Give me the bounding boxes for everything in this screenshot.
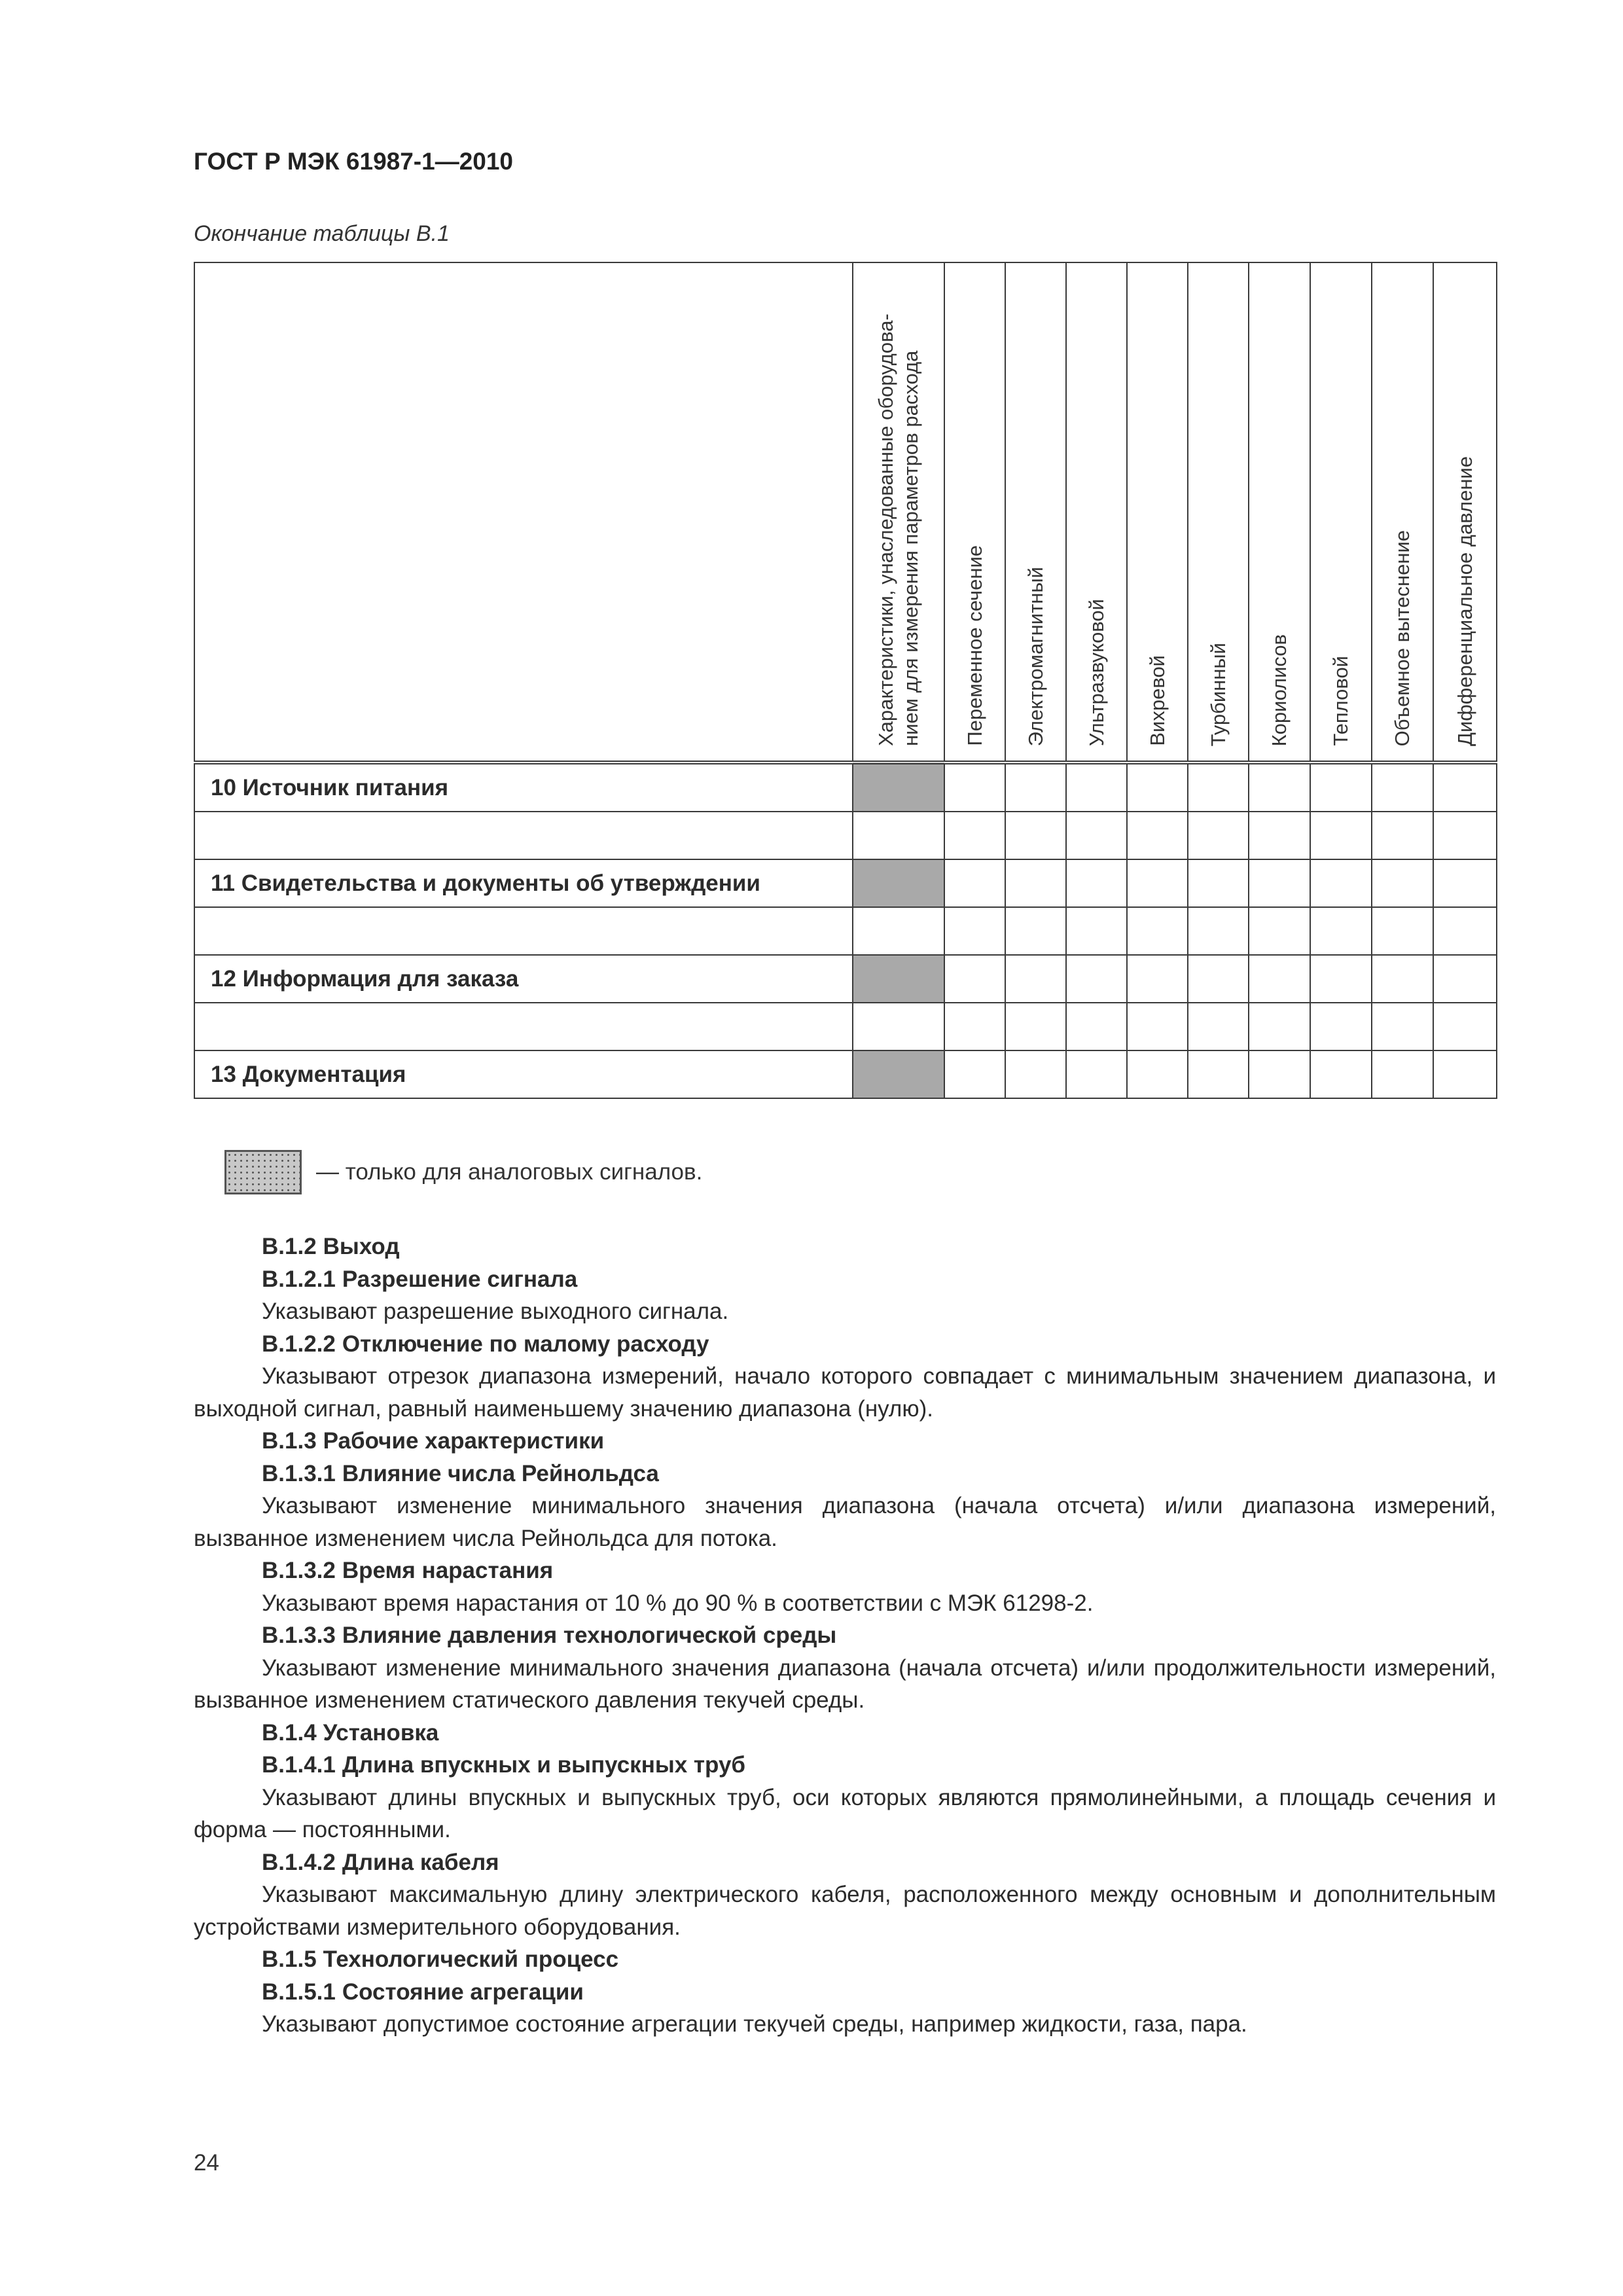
table-cell: [1433, 1050, 1497, 1098]
document-code: ГОСТ Р МЭК 61987-1—2010: [194, 148, 514, 175]
section-title: Состояние агрегации: [342, 1979, 584, 2005]
table-cell: [1188, 812, 1249, 859]
section-title: Влияние числа Рейнольдса: [342, 1460, 659, 1486]
section-title: Рабочие характеристики: [323, 1428, 605, 1454]
column-header-inherited: [853, 262, 944, 762]
section-heading: [194, 1554, 1496, 1587]
table-cell: [1433, 955, 1497, 1003]
section-number: В.1.5: [262, 1946, 317, 1972]
table-row: [194, 1003, 1497, 1050]
section-heading: [194, 1749, 1496, 1782]
section-number: В.1.3.1: [262, 1460, 336, 1486]
section-title: Влияние давления технологической среды: [342, 1623, 837, 1648]
column-header-label: Электромагнитный: [1024, 566, 1047, 746]
paragraph: Указывают длины впускных и выпускных труб, оси которых являются прямолинейными, а площадь сечения и форма — постоянными.: [194, 1784, 1496, 1842]
table-cell: [1249, 859, 1310, 907]
section-heading: [194, 1230, 1496, 1263]
section-title: Длина кабеля: [342, 1849, 499, 1875]
column-header-differential-pressure: [1433, 262, 1497, 762]
table-cell: [1066, 955, 1127, 1003]
header-blank-cell: [194, 262, 853, 762]
shaded-cell: [853, 859, 944, 907]
table-cell: [1066, 812, 1127, 859]
table-cell: [1372, 762, 1433, 812]
column-header-variable-area: [944, 262, 1005, 762]
section-number: В.1.4: [262, 1719, 317, 1746]
table-cell: [1005, 859, 1066, 907]
table-cell: [1005, 762, 1066, 812]
section-number: В.1.2.2: [262, 1331, 336, 1357]
shaded-cell: [853, 1050, 944, 1098]
column-header-label: Объемное вытеснение: [1391, 529, 1414, 746]
table-cell: [1005, 1050, 1066, 1098]
body-text: [194, 1230, 1496, 2041]
paragraph: Указывают время нарастания от 10 % до 90 % в соответствии с МЭК 61298-2.: [262, 1590, 1094, 1616]
column-header-label: Вихревой: [1145, 655, 1169, 746]
column-header-turbine: [1188, 262, 1249, 762]
page-number: 24: [194, 2150, 219, 2176]
table-cell: [1005, 955, 1066, 1003]
table-cell: [944, 812, 1005, 859]
table-cell: [1249, 812, 1310, 859]
table-cell: [1127, 859, 1188, 907]
column-header-label: Ультразвуковой: [1084, 598, 1108, 746]
table-cell: [1249, 1050, 1310, 1098]
section-number: В.1.3.3: [262, 1623, 336, 1648]
section-number: В.1.4.2: [262, 1849, 336, 1875]
column-header-label: Турбинный: [1206, 642, 1230, 746]
table-row: [194, 762, 1497, 812]
table-cell: [1310, 907, 1372, 955]
table-cell: [1066, 1003, 1127, 1050]
section-number: В.1.5.1: [262, 1979, 336, 2005]
section-heading: [194, 1943, 1496, 1976]
table-cell: [1005, 907, 1066, 955]
section-heading: [194, 1328, 1496, 1361]
table-cell: [1066, 907, 1127, 955]
table-cell: [1310, 762, 1372, 812]
paragraph: Указывают разрешение выходного сигнала.: [262, 1299, 729, 1324]
table-cell: [1188, 1050, 1249, 1098]
section-title: Отключение по малому расходу: [342, 1331, 709, 1357]
column-header-coriolis: [1249, 262, 1310, 762]
section-heading: [194, 1976, 1496, 2009]
section-title: Технологический процесс: [323, 1946, 619, 1972]
section-number: В.1.3: [262, 1428, 317, 1454]
table-cell: [1372, 1003, 1433, 1050]
paragraph: Указывают допустимое состояние агрегации текучей среды, например жидкости, газа, пара.: [262, 2011, 1247, 2037]
column-header-label: Переменное сечение: [963, 545, 986, 746]
table-cell: [1372, 907, 1433, 955]
section-number: В.1.2.1: [262, 1266, 336, 1292]
column-header-thermal: [1310, 262, 1372, 762]
table-cell: [1433, 762, 1497, 812]
section-heading: [194, 1846, 1496, 1879]
table-cell: [853, 812, 944, 859]
section-title: Время нарастания: [342, 1558, 554, 1583]
table-cell: [1249, 1003, 1310, 1050]
table-cell: [944, 1003, 1005, 1050]
column-header-label: Дифференциальное давление: [1453, 456, 1476, 746]
section-heading: [194, 1458, 1496, 1490]
column-header-vortex: [1127, 262, 1188, 762]
table-cell: [1127, 812, 1188, 859]
table-cell: [1310, 812, 1372, 859]
table-cell: [1372, 812, 1433, 859]
table-caption: Окончание таблицы В.1: [194, 221, 450, 246]
table-cell: [1188, 955, 1249, 1003]
row-label: 13 Документация: [194, 1050, 853, 1098]
specification-table: [194, 262, 1497, 1099]
section-title: Выход: [323, 1234, 400, 1259]
table-row: [194, 907, 1497, 955]
table-cell: [1127, 955, 1188, 1003]
table-cell: [1127, 762, 1188, 812]
column-header-ultrasonic: [1066, 262, 1127, 762]
column-header-label: Тепловой: [1329, 656, 1352, 746]
table-row: [194, 955, 1497, 1003]
table-cell: [1372, 859, 1433, 907]
row-label: 12 Информация для заказа: [194, 955, 853, 1003]
legend-text: — только для аналоговых сигналов.: [316, 1159, 703, 1185]
table-cell: [944, 907, 1005, 955]
table-row: [194, 859, 1497, 907]
section-title: Длина впускных и выпускных труб: [342, 1752, 746, 1778]
table-cell: [944, 1050, 1005, 1098]
section-heading: [194, 1263, 1496, 1296]
table-cell: [1372, 1050, 1433, 1098]
row-label: 11 Свидетельства и документы об утверждении: [194, 859, 853, 907]
column-header-label: Кориолисов: [1268, 634, 1291, 746]
section-number: В.1.4.1: [262, 1752, 336, 1778]
table-cell: [1066, 859, 1127, 907]
paragraph: Указывают максимальную длину электрического кабеля, расположенного между основным и дополнительным устройствами измерительного оборудования.: [194, 1882, 1496, 1940]
table-cell: [1433, 812, 1497, 859]
table-cell: [1433, 1003, 1497, 1050]
table-cell: [1310, 1003, 1372, 1050]
table-cell: [944, 762, 1005, 812]
row-label: [194, 1003, 853, 1050]
table-header-row: [194, 262, 1497, 762]
table-cell: [1433, 907, 1497, 955]
dotted-pattern-swatch-icon: [224, 1150, 302, 1194]
table-cell: [1249, 907, 1310, 955]
paragraph: Указывают изменение минимального значения диапазона (начала отсчета) и/или диапазона измерений, вызванное изменением числа Рейнольдса для потока.: [194, 1493, 1496, 1551]
table-cell: [1433, 859, 1497, 907]
legend: [224, 1150, 702, 1194]
table-cell: [1249, 955, 1310, 1003]
shaded-cell: [853, 762, 944, 812]
table-cell: [1005, 1003, 1066, 1050]
table-cell: [1372, 955, 1433, 1003]
table-cell: [1188, 1003, 1249, 1050]
row-label: [194, 907, 853, 955]
table-cell: [1066, 762, 1127, 812]
section-number: В.1.2: [262, 1234, 317, 1259]
table-row: [194, 812, 1497, 859]
table-cell: [1188, 859, 1249, 907]
table-cell: [1188, 907, 1249, 955]
section-heading: [194, 1717, 1496, 1749]
table-cell: [1310, 859, 1372, 907]
section-title: Установка: [323, 1719, 439, 1746]
table-cell: [944, 955, 1005, 1003]
table-cell: [853, 1003, 944, 1050]
table-cell: [1005, 812, 1066, 859]
column-header-electromagnetic: [1005, 262, 1066, 762]
table-cell: [1188, 762, 1249, 812]
table-cell: [1310, 955, 1372, 1003]
row-label: 10 Источник питания: [194, 762, 853, 812]
table-cell: [1066, 1050, 1127, 1098]
section-heading: [194, 1425, 1496, 1458]
section-title: Разрешение сигнала: [342, 1266, 578, 1292]
paragraph: Указывают отрезок диапазона измерений, начало которого совпадает с минимальным значением диапазона, и выходной сигнал, равный наименьшему значению диапазона (нулю).: [194, 1363, 1496, 1422]
table-cell: [1127, 1003, 1188, 1050]
column-header-positive-displacement: [1372, 262, 1433, 762]
table-cell: [1127, 1050, 1188, 1098]
paragraph: Указывают изменение минимального значения диапазона (начала отсчета) и/или продолжительности измерений, вызванное изменением статического давления текучей среды.: [194, 1655, 1496, 1713]
section-heading: [194, 1619, 1496, 1652]
column-header-label: Характеристики, унаследованные оборудова-нием для измерения параметров расхода: [874, 314, 922, 746]
table-cell: [944, 859, 1005, 907]
shaded-cell: [853, 955, 944, 1003]
table-cell: [1249, 762, 1310, 812]
table-cell: [1127, 907, 1188, 955]
table-cell: [1310, 1050, 1372, 1098]
table-cell: [853, 907, 944, 955]
section-number: В.1.3.2: [262, 1558, 336, 1583]
row-label: [194, 812, 853, 859]
table-row: [194, 1050, 1497, 1098]
